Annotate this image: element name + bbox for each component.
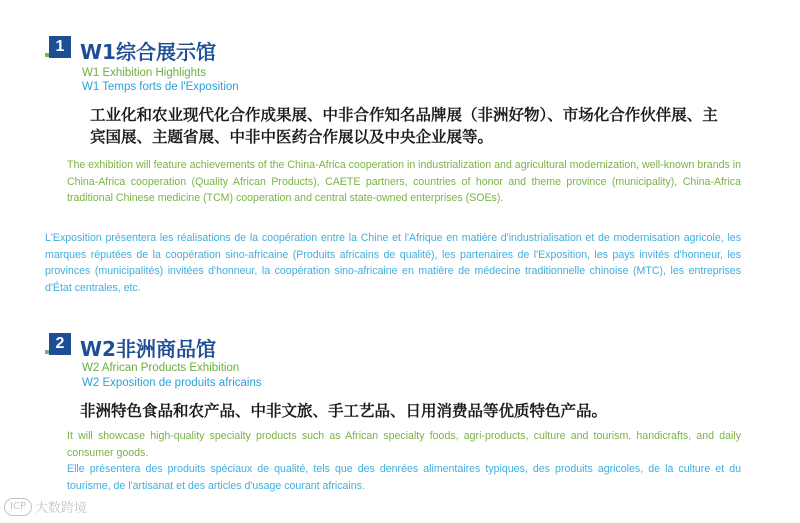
section-title: W2非洲商品馆 <box>80 337 216 361</box>
watermark <box>4 497 87 516</box>
section-description-cn: 非洲特色食品和农产品、中非文旅、手工艺品、日用消费品等优质特色产品。 <box>80 402 608 420</box>
section-description-en: The exhibition will feature achievements of the China-Africa cooperation in industrialization and agricultural modernization, well-known brands in China-Africa cooperation (Quality African Products), CAETE partners, countries of honor and theme province (municipality), China-Africa traditional Chinese medicine (TCM) cooperation and central state-owned enterprises (SOEs). <box>67 159 741 204</box>
section-subtitle-fr: W2 Exposition de produits africains <box>82 377 262 389</box>
section-description-en: It will showcase high-quality specialty products such as African specialty foods, agri-products, culture and tourism, handicrafts, and daily consumer goods. <box>67 430 741 459</box>
section-number-badge <box>49 36 71 58</box>
section-subtitle-en: W2 African Products Exhibition <box>82 362 240 374</box>
watermark-logo-icon: ICP <box>4 498 32 516</box>
section-description-fr: L'Exposition présentera les réalisations de la coopération entre la Chine et l'Afrique en matière d'industrialisation et de modernisation agricole, les marques réputées de la coopération sino-africaine (Produits africains de qualité), les partenaires de l'Exposition, les pays invités d'honneur, les provinces (municipalités) invitées d'honneur, la coopération sino-africaine en matière de médecine traditionnelle chinoise (MTC), les entreprises d'État centrales, etc. <box>45 232 741 294</box>
section-number: 2 <box>55 335 65 352</box>
watermark-text: 大数跨境 <box>35 501 88 516</box>
section-description-fr: Elle présentera des produits spéciaux de qualité, tels que des denrées alimentaires typiques, des produits agricoles, de la culture et du tourisme, de l'artisanat et des articles d'usage courant africains. <box>67 463 741 492</box>
section-description-cn: 工业化和农业现代化合作成果展、中非合作知名品牌展（非洲好物）、市场化合作伙伴展、主宾国展、主题省展、中非中医药合作展以及中央企业展等。 <box>90 106 718 146</box>
section-subtitle-fr: W1 Temps forts de l'Exposition <box>82 81 239 93</box>
section-number: 1 <box>55 38 65 55</box>
section-title: W1综合展示馆 <box>80 40 216 64</box>
badge-accent-mark <box>45 350 49 354</box>
badge-accent-mark <box>45 53 49 57</box>
section-number-badge <box>49 333 71 355</box>
section-subtitle-en: W1 Exhibition Highlights <box>82 67 207 79</box>
